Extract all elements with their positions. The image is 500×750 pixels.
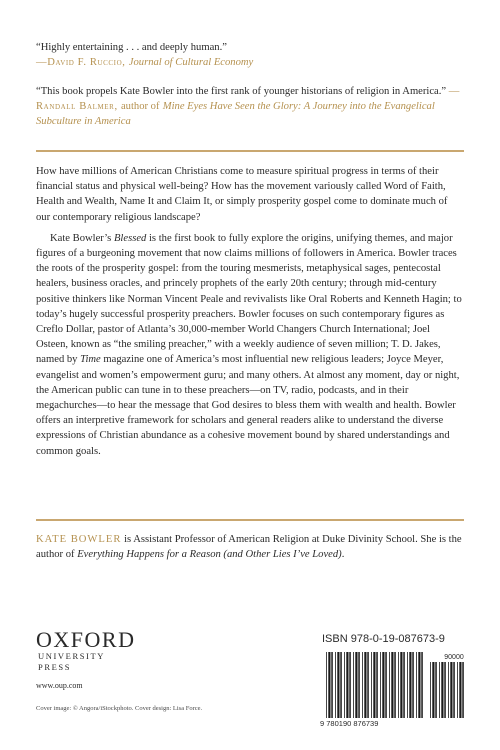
barcode-bar xyxy=(462,662,464,718)
blurb-1-publication: Journal of Cultural Economy xyxy=(128,57,254,68)
barcode-bar xyxy=(389,652,390,718)
barcode-bar xyxy=(373,652,375,718)
book-description xyxy=(36,164,464,459)
barcode-bar xyxy=(328,652,330,718)
blurb-1-attribution xyxy=(36,55,466,70)
barcode-bar xyxy=(407,652,408,718)
description-magazine: Time xyxy=(80,354,101,366)
barcode-bar xyxy=(416,652,417,718)
cover-credit: Cover image: © Angora/iStockphoto. Cover design: Lisa Force. xyxy=(36,705,203,712)
barcode-bar xyxy=(326,652,327,718)
barcode-bar xyxy=(337,652,339,718)
barcode-bar xyxy=(409,652,411,718)
barcode-price-bars xyxy=(430,662,464,718)
author-bio xyxy=(36,532,464,562)
description-part-2: magazine one of America’s most influential new religious leaders; Joyce Meyer, evangelist and women’s empowerment guru; and many others. At almost any moment, day or night, the American public can tune in to these preachers—on TV, radio, podcasts, and in their megachurches—to hear the message that God desires to bless them with wealth and health. Bowler offers an interpretive framework for scholars and general readers alike to understand the diverse expressions of Christian abundance as a cohesive movement bound by shared understandings and common goals. xyxy=(36,354,460,457)
publisher-subtitle: UNIVERSITY PRESS xyxy=(38,651,105,672)
barcode-bar xyxy=(394,652,396,718)
barcode-bar xyxy=(459,662,461,718)
barcode-bar xyxy=(418,652,420,718)
barcode-bar xyxy=(444,662,446,718)
barcode-bar xyxy=(371,652,372,718)
barcode-bar xyxy=(358,652,360,718)
barcode-bar xyxy=(400,652,402,718)
divider-top xyxy=(36,150,464,152)
barcode-bar xyxy=(355,652,357,718)
author-name: KATE BOWLER xyxy=(36,534,122,545)
publisher-logo xyxy=(36,629,136,673)
barcode-bar xyxy=(432,662,434,718)
barcode-bar xyxy=(349,652,351,718)
barcode-bar xyxy=(430,662,431,718)
description-book-title: Blessed xyxy=(113,232,147,244)
barcode-main-bars xyxy=(326,652,423,718)
barcode-bar xyxy=(367,652,369,718)
barcode-bar xyxy=(439,662,440,718)
barcode-bar xyxy=(450,662,452,718)
barcode xyxy=(318,650,468,728)
description-intro: How have millions of American Christians come to measure spiritual progress in terms of their financial status and physical well-being? How has the movement variously called Word of Faith, Health and Wealth, Name It and Claim It, or simply prosperity gospel come to dominate much of our contemporary religious landscape? xyxy=(36,166,448,223)
barcode-bar xyxy=(398,652,399,718)
publisher-name: OXFORD xyxy=(36,627,136,652)
description-prefix: Kate Bowler’s xyxy=(50,232,112,244)
barcode-bar xyxy=(441,662,443,718)
divider-bottom xyxy=(36,519,464,521)
barcode-bar xyxy=(340,652,342,718)
description-part-1: is the first book to fully explore the origins, unifying themes, and major figures of a burgeoning movement that now claims millions of followers in America. Bowler traces the roots of the prosperity gospel: from the touring mesmerists, metaphysical sages, pentecostal healers, business oracles, and princely prophets of the early 20th century; through mid-century positive thinkers like Norman Vincent Peale and revivalists like Oral Roberts and Kenneth Hagin; to today’s hugely successful prosperity preachers. Bowler focuses on such contemporary figures as Creflo Dollar, pastor of Atlanta’s 30,000-member World Changers Church International; Joel Osteen, known as “the smiling preacher,” with a weekly audience of seven million; T. D. Jakes, named by xyxy=(36,232,462,366)
barcode-bar xyxy=(457,662,458,718)
barcode-bar xyxy=(346,652,348,718)
author-bio-text: is Assistant Professor of American Religion at Duke Divinity School. She is the author of xyxy=(36,534,462,560)
barcode-bar xyxy=(453,662,455,718)
blurb-2-publication: Mine Eyes Have Seen the Glory: A Journey into the Evangelical Subculture in America xyxy=(36,101,435,127)
isbn-label: ISBN 978-0-19-087673-9 xyxy=(322,633,445,645)
barcode-bar xyxy=(364,652,366,718)
barcode-bar xyxy=(391,652,393,718)
barcode-price-code: 90000 xyxy=(444,654,464,661)
blurb-2 xyxy=(36,84,466,129)
author-other-book: Everything Happens for a Reason (and Other Lies I’ve Loved) xyxy=(77,549,342,560)
author-bio-end: . xyxy=(341,549,345,560)
blurb-1-author: —David F. Ruccio, xyxy=(36,57,126,68)
barcode-bar xyxy=(376,652,378,718)
barcode-digits: 9 780190 876739 xyxy=(320,719,379,728)
barcode-bar xyxy=(421,652,423,718)
barcode-bar xyxy=(344,652,345,718)
blurb-1-quote: “Highly entertaining . . . and deeply human.” xyxy=(36,42,227,53)
barcode-bar xyxy=(412,652,414,718)
blurb-2-author: —Randall Balmer, xyxy=(36,86,460,112)
blurb-2-quote: “This book propels Kate Bowler into the first rank of younger historians of religion in America.” xyxy=(36,86,447,97)
barcode-bar xyxy=(335,652,336,718)
barcode-bar xyxy=(331,652,333,718)
barcode-bar xyxy=(382,652,384,718)
barcode-bar xyxy=(435,662,437,718)
blurb-2-author-pre: author of xyxy=(120,101,160,112)
description-body xyxy=(36,231,464,459)
barcode-bar xyxy=(448,662,449,718)
barcode-bar xyxy=(380,652,381,718)
barcode-bar xyxy=(385,652,387,718)
blurb-1 xyxy=(36,40,466,70)
publisher-url: www.oup.com xyxy=(36,681,83,690)
barcode-bar xyxy=(353,652,354,718)
barcode-bar xyxy=(362,652,363,718)
barcode-bar xyxy=(403,652,405,718)
